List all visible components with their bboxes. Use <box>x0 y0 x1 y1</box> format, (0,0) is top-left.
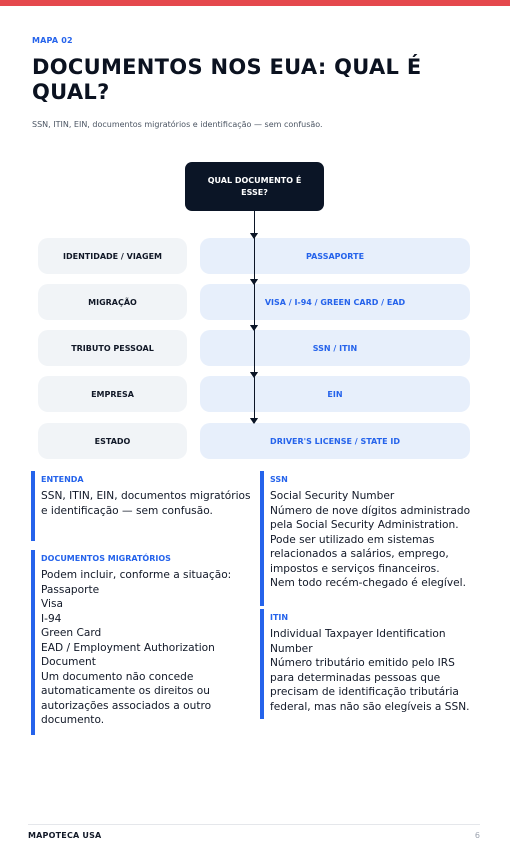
card-line: SSN, ITIN, EIN, documentos migratórios e identificação — sem confusão. <box>41 490 251 517</box>
document-passaporte: PASSAPORTE <box>200 238 470 274</box>
document-migratorios: VISA / I-94 / GREEN CARD / EAD <box>200 284 470 320</box>
card-line: Passaporte <box>41 583 100 596</box>
category-estado: ESTADO <box>38 423 187 459</box>
card-line: Número de nove dígitos administrado pela Social Security Administration. <box>270 504 471 531</box>
card-entenda <box>31 471 251 541</box>
card-line: Nem todo recém-chegado é elegível. <box>270 577 466 589</box>
card-title: ENTENDA <box>41 475 84 484</box>
card-line: Podem incluir, conforme a situação: <box>41 569 232 581</box>
card-title: ITIN <box>270 613 289 622</box>
card-line: Número tributário emitido pelo IRS para determinadas pessoas que precisam de identificação tributária federal, mas não são elegíveis a SSN. <box>270 657 470 713</box>
footer-divider <box>28 824 480 825</box>
card-title: DOCUMENTOS MIGRATÓRIOS <box>41 554 171 563</box>
arrow-down-icon <box>250 233 258 239</box>
card-body <box>270 489 478 591</box>
category-identidade-viagem: IDENTIDADE / VIAGEM <box>38 238 187 274</box>
card-documentos-migratorios <box>31 550 251 735</box>
category-tributo-pessoal: TRIBUTO PESSOAL <box>38 330 187 366</box>
arrow-down-icon <box>250 325 258 331</box>
document-ein: EIN <box>200 376 470 412</box>
arrow-down-icon <box>250 418 258 424</box>
arrow-down-icon <box>250 372 258 378</box>
document-drivers-license: DRIVER'S LICENSE / STATE ID <box>200 423 470 459</box>
card-line: EAD / Employment Authorization Document <box>41 641 215 668</box>
card-line: Visa <box>41 598 63 610</box>
map-eyebrow: MAPA 02 <box>32 36 73 45</box>
card-ssn <box>260 471 478 606</box>
top-accent-bar <box>0 0 510 6</box>
card-itin <box>260 609 478 719</box>
card-line: Green Card <box>41 627 102 639</box>
card-line: Social Security Number <box>270 490 395 502</box>
card-line: I-94 <box>41 612 62 625</box>
card-line: Individual Taxpayer Identification Number <box>270 628 446 655</box>
category-empresa: EMPRESA <box>38 376 187 412</box>
page-number: 6 <box>474 831 480 840</box>
page-title: DOCUMENTOS NOS EUA: QUAL É QUAL? <box>32 55 422 104</box>
footer-brand: MAPOTECA USA <box>28 831 102 840</box>
card-body <box>41 568 251 728</box>
card-body <box>270 627 478 714</box>
flow-root-node: QUAL DOCUMENTO É ESSE? <box>185 162 324 211</box>
category-migracao: MIGRAÇÃO <box>38 284 187 320</box>
page-subtitle: SSN, ITIN, EIN, documentos migratórios e identificação — sem confusão. <box>32 120 323 129</box>
card-body <box>41 489 251 518</box>
document-ssn-itin: SSN / ITIN <box>200 330 470 366</box>
flow-connector-line-overlay <box>254 211 255 419</box>
card-title: SSN <box>270 475 288 484</box>
card-line: Pode ser utilizado em sistemas relacionados a salários, emprego, impostos e serviços financeiros. <box>270 533 449 575</box>
arrow-down-icon <box>250 279 258 285</box>
card-line: Um documento não concede automaticamente os direitos ou autorizações associados a outro documento. <box>41 670 212 726</box>
